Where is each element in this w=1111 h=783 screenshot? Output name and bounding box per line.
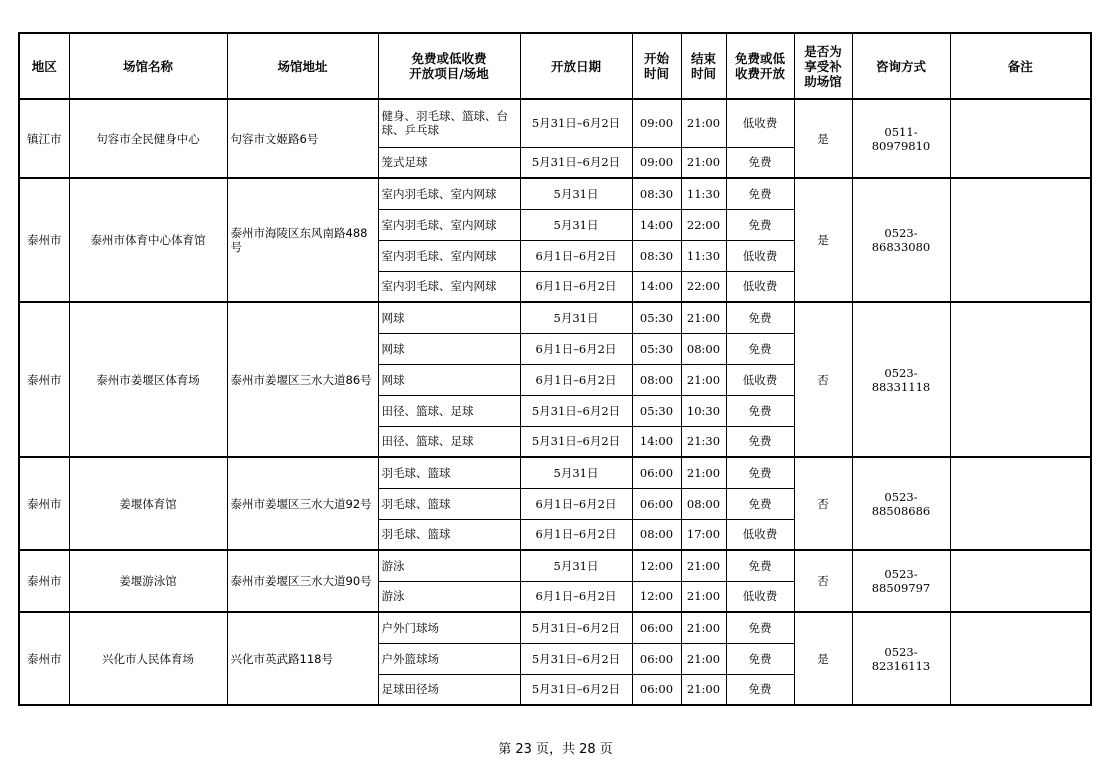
cell-item: 室内羽毛球、室内网球 — [378, 209, 520, 240]
cell-region: 泰州市 — [19, 612, 69, 705]
table-row — [19, 612, 1091, 643]
cell-item: 室内羽毛球、室内网球 — [378, 271, 520, 302]
cell-venue-name: 姜堰游泳馆 — [69, 550, 227, 612]
cell-item: 羽毛球、篮球 — [378, 488, 520, 519]
cell-item: 羽毛球、篮球 — [378, 519, 520, 550]
cell-start-time: 05:30 — [632, 302, 681, 333]
cell-fee-type: 免费 — [726, 612, 794, 643]
cell-venue-name: 泰州市体育中心体育馆 — [69, 178, 227, 302]
cell-venue-name: 泰州市姜堰区体育场 — [69, 302, 227, 457]
cell-item: 羽毛球、篮球 — [378, 457, 520, 488]
cell-start-time: 12:00 — [632, 581, 681, 612]
header-items: 免费或低收费 开放项目/场地 — [378, 33, 520, 99]
cell-contact: 0523-82316113 — [852, 612, 950, 705]
cell-start-time: 08:00 — [632, 364, 681, 395]
cell-open-date: 5月31日 — [520, 178, 632, 209]
cell-open-date: 5月31日–6月2日 — [520, 612, 632, 643]
cell-region: 泰州市 — [19, 302, 69, 457]
cell-contact: 0523-86833080 — [852, 178, 950, 302]
cell-venue-name: 姜堰体育馆 — [69, 457, 227, 550]
table-body — [19, 99, 1091, 705]
cell-open-date: 5月31日–6月2日 — [520, 426, 632, 457]
cell-subsidized: 是 — [794, 178, 852, 302]
cell-subsidized: 否 — [794, 550, 852, 612]
cell-start-time: 12:00 — [632, 550, 681, 581]
cell-item: 健身、羽毛球、篮球、台球、乒乓球 — [378, 99, 520, 147]
cell-region: 镇江市 — [19, 99, 69, 178]
cell-subsidized: 是 — [794, 612, 852, 705]
cell-open-date: 6月1日–6月2日 — [520, 240, 632, 271]
cell-open-date: 6月1日–6月2日 — [520, 519, 632, 550]
cell-fee-type: 免费 — [726, 302, 794, 333]
cell-open-date: 5月31日–6月2日 — [520, 395, 632, 426]
cell-end-time: 22:00 — [681, 271, 726, 302]
cell-region: 泰州市 — [19, 457, 69, 550]
page-footer: 第 23 页，共 28 页 — [498, 742, 613, 757]
cell-open-date: 5月31日–6月2日 — [520, 674, 632, 705]
cell-item: 网球 — [378, 364, 520, 395]
cell-open-date: 6月1日–6月2日 — [520, 333, 632, 364]
header-subsidized: 是否为 享受补 助场馆 — [794, 33, 852, 99]
table-header — [19, 33, 1091, 99]
cell-fee-type: 低收费 — [726, 99, 794, 147]
cell-start-time: 09:00 — [632, 147, 681, 178]
cell-fee-type: 免费 — [726, 643, 794, 674]
cell-item: 户外篮球场 — [378, 643, 520, 674]
cell-end-time: 21:00 — [681, 643, 726, 674]
table-row — [19, 302, 1091, 333]
cell-start-time: 06:00 — [632, 457, 681, 488]
cell-venue-address: 泰州市姜堰区三水大道90号 — [227, 550, 378, 612]
cell-open-date: 5月31日 — [520, 550, 632, 581]
cell-venue-name: 句容市全民健身中心 — [69, 99, 227, 178]
cell-venue-name: 兴化市人民体育场 — [69, 612, 227, 705]
cell-end-time: 17:00 — [681, 519, 726, 550]
cell-end-time: 21:00 — [681, 612, 726, 643]
header-venue-name: 场馆名称 — [69, 33, 227, 99]
cell-end-time: 21:00 — [681, 674, 726, 705]
cell-end-time: 21:00 — [681, 147, 726, 178]
cell-end-time: 21:00 — [681, 302, 726, 333]
cell-fee-type: 免费 — [726, 333, 794, 364]
cell-venue-address: 兴化市英武路118号 — [227, 612, 378, 705]
table-row — [19, 178, 1091, 209]
header-start-time: 开始 时间 — [632, 33, 681, 99]
cell-open-date: 6月1日–6月2日 — [520, 488, 632, 519]
cell-fee-type: 免费 — [726, 426, 794, 457]
header-venue-address: 场馆地址 — [227, 33, 378, 99]
cell-start-time: 14:00 — [632, 426, 681, 457]
cell-start-time: 06:00 — [632, 643, 681, 674]
cell-fee-type: 低收费 — [726, 364, 794, 395]
cell-open-date: 5月31日 — [520, 457, 632, 488]
cell-item: 笼式足球 — [378, 147, 520, 178]
table-row — [19, 457, 1091, 488]
cell-item: 游泳 — [378, 581, 520, 612]
cell-start-time: 08:00 — [632, 519, 681, 550]
cell-start-time: 08:30 — [632, 240, 681, 271]
cell-notes — [950, 178, 1091, 302]
cell-end-time: 21:00 — [681, 550, 726, 581]
cell-end-time: 22:00 — [681, 209, 726, 240]
cell-item: 田径、篮球、足球 — [378, 426, 520, 457]
header-notes: 备注 — [950, 33, 1091, 99]
cell-venue-address: 句容市文姬路6号 — [227, 99, 378, 178]
cell-fee-type: 免费 — [726, 395, 794, 426]
cell-fee-type: 免费 — [726, 674, 794, 705]
cell-item: 网球 — [378, 302, 520, 333]
cell-open-date: 5月31日 — [520, 302, 632, 333]
cell-contact: 0511-80979810 — [852, 99, 950, 178]
cell-notes — [950, 612, 1091, 705]
header-contact: 咨询方式 — [852, 33, 950, 99]
cell-subsidized: 否 — [794, 302, 852, 457]
cell-notes — [950, 302, 1091, 457]
cell-contact: 0523-88508686 — [852, 457, 950, 550]
table-row — [19, 99, 1091, 147]
header-fee-type: 免费或低 收费开放 — [726, 33, 794, 99]
cell-venue-address: 泰州市姜堰区三水大道92号 — [227, 457, 378, 550]
cell-open-date: 5月31日–6月2日 — [520, 643, 632, 674]
cell-end-time: 11:30 — [681, 240, 726, 271]
cell-subsidized: 否 — [794, 457, 852, 550]
cell-fee-type: 免费 — [726, 178, 794, 209]
cell-venue-address: 泰州市姜堰区三水大道86号 — [227, 302, 378, 457]
cell-start-time: 09:00 — [632, 99, 681, 147]
cell-end-time: 11:30 — [681, 178, 726, 209]
cell-item: 游泳 — [378, 550, 520, 581]
cell-fee-type: 免费 — [726, 550, 794, 581]
cell-fee-type: 免费 — [726, 488, 794, 519]
table-row — [19, 550, 1091, 581]
venue-schedule-table — [18, 32, 1092, 706]
cell-open-date: 6月1日–6月2日 — [520, 271, 632, 302]
cell-open-date: 5月31日 — [520, 209, 632, 240]
cell-fee-type: 免费 — [726, 209, 794, 240]
cell-item: 户外门球场 — [378, 612, 520, 643]
cell-item: 网球 — [378, 333, 520, 364]
cell-start-time: 14:00 — [632, 209, 681, 240]
cell-start-time: 05:30 — [632, 333, 681, 364]
cell-fee-type: 免费 — [726, 457, 794, 488]
cell-fee-type: 免费 — [726, 147, 794, 178]
cell-start-time: 08:30 — [632, 178, 681, 209]
cell-end-time: 21:00 — [681, 581, 726, 612]
cell-end-time: 21:00 — [681, 364, 726, 395]
cell-venue-address: 泰州市海陵区东风南路488号 — [227, 178, 378, 302]
cell-item: 室内羽毛球、室内网球 — [378, 240, 520, 271]
cell-start-time: 05:30 — [632, 395, 681, 426]
cell-end-time: 08:00 — [681, 488, 726, 519]
cell-end-time: 21:00 — [681, 99, 726, 147]
cell-item: 足球田径场 — [378, 674, 520, 705]
cell-open-date: 6月1日–6月2日 — [520, 364, 632, 395]
cell-fee-type: 低收费 — [726, 240, 794, 271]
cell-contact: 0523-88331118 — [852, 302, 950, 457]
cell-start-time: 14:00 — [632, 271, 681, 302]
cell-start-time: 06:00 — [632, 612, 681, 643]
cell-open-date: 5月31日–6月2日 — [520, 99, 632, 147]
cell-end-time: 21:00 — [681, 457, 726, 488]
cell-end-time: 21:30 — [681, 426, 726, 457]
cell-end-time: 08:00 — [681, 333, 726, 364]
cell-item: 室内羽毛球、室内网球 — [378, 178, 520, 209]
cell-item: 田径、篮球、足球 — [378, 395, 520, 426]
cell-start-time: 06:00 — [632, 674, 681, 705]
cell-notes — [950, 550, 1091, 612]
cell-fee-type: 低收费 — [726, 581, 794, 612]
header-open-date: 开放日期 — [520, 33, 632, 99]
cell-subsidized: 是 — [794, 99, 852, 178]
cell-start-time: 06:00 — [632, 488, 681, 519]
header-region: 地区 — [19, 33, 69, 99]
cell-region: 泰州市 — [19, 550, 69, 612]
cell-contact: 0523-88509797 — [852, 550, 950, 612]
cell-end-time: 10:30 — [681, 395, 726, 426]
cell-notes — [950, 457, 1091, 550]
cell-fee-type: 低收费 — [726, 271, 794, 302]
cell-open-date: 5月31日–6月2日 — [520, 147, 632, 178]
cell-fee-type: 低收费 — [726, 519, 794, 550]
cell-open-date: 6月1日–6月2日 — [520, 581, 632, 612]
cell-notes — [950, 99, 1091, 178]
cell-region: 泰州市 — [19, 178, 69, 302]
header-end-time: 结束 时间 — [681, 33, 726, 99]
